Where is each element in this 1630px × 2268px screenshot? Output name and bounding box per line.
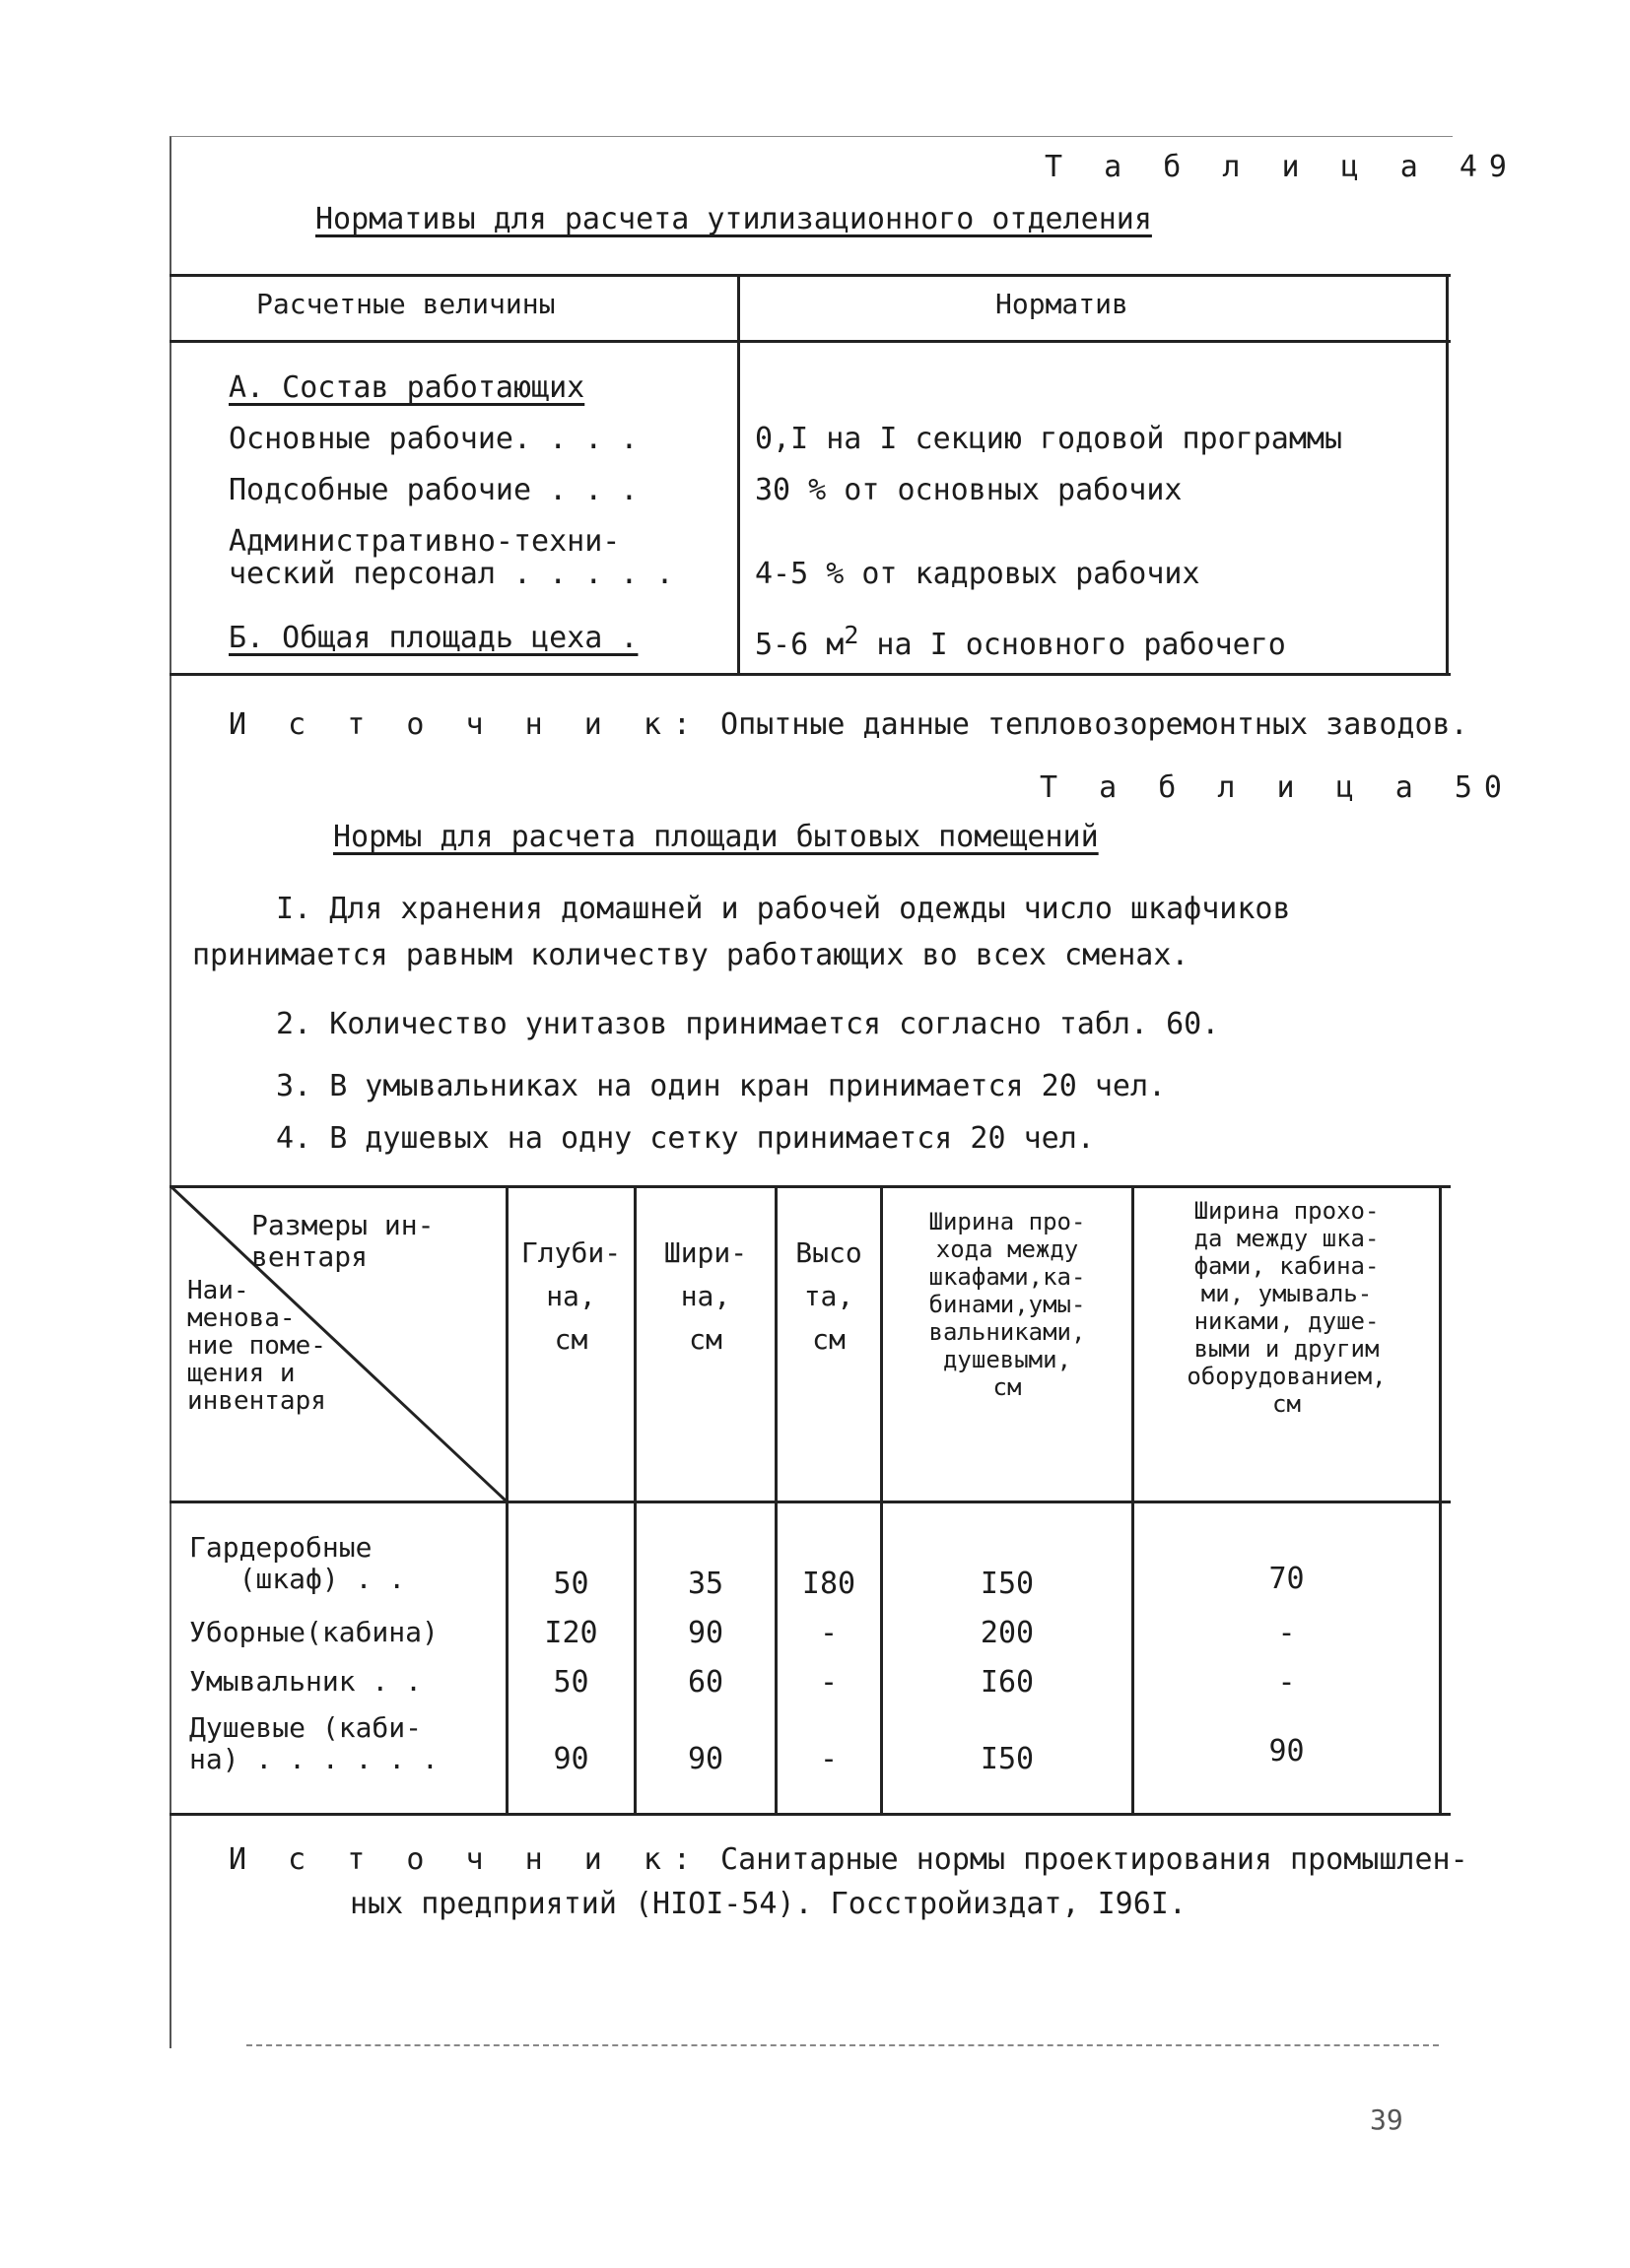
table49-row-area-value: 5-6 $м^2$ на I основного рабочего — [755, 621, 1286, 662]
table50-header-pass-between: Ширина про- хода между шкафами,ка- бинами,умы- вальниками, душевыми, см — [928, 1208, 1086, 1401]
table49-title: Нормативы для расчета утилизационного отделения — [315, 202, 1152, 236]
table50-cell: I80 — [801, 1567, 856, 1601]
table49-row-main-workers-value: 0,I на I секцию годовой программы — [755, 422, 1343, 456]
table50-source: И с т о ч н и к: Санитарные нормы проектирования промышлен- — [229, 1842, 1468, 1877]
table50-item-2: 2. Количество унитазов принимается согласно табл. 60. — [276, 1007, 1220, 1041]
table50-cell: I50 — [980, 1742, 1035, 1776]
table50-header-height: Высо та, см — [795, 1236, 862, 1356]
table50-title: Нормы для расчета площади бытовых помещений — [333, 820, 1099, 854]
table50-item-4: 4. В душевых на одну сетку принимается 20 чел. — [276, 1121, 1095, 1156]
table50-label: Т а б л и ц а 50 — [1040, 770, 1514, 805]
table49-row-admin-name-line2: ческий персонал . . . . . — [229, 557, 674, 591]
table50-cell: I50 — [980, 1567, 1035, 1601]
table50-row-name: Уборные(кабина) — [189, 1616, 439, 1648]
table49-section-b: Б. Общая площадь цеха . — [229, 621, 639, 655]
table49-header-quantities: Расчетные величины — [256, 288, 556, 320]
table50-cell: 50 — [553, 1665, 589, 1700]
table50-cell: 90 — [1268, 1734, 1305, 1768]
table50-corner-top: Размеры ин- вентаря — [251, 1209, 435, 1273]
table50-header-depth: Глуби- на, см — [520, 1236, 622, 1356]
table50-item-3: 3. В умывальниках на один кран принимается 20 чел. — [276, 1069, 1167, 1103]
table50-row-name: Душевые (каби- на) . . . . . . — [189, 1711, 439, 1775]
table50-row-name: Умывальник . . — [189, 1665, 423, 1698]
table50-cell: - — [1277, 1616, 1296, 1650]
table50-cell: 50 — [553, 1567, 589, 1601]
table50-source-line2: ных предприятий (НIОI-54). Госстройиздат, I96I. — [350, 1887, 1187, 1921]
table50-row-name: Гардеробные (шкаф) . . — [189, 1531, 406, 1595]
table50-cell: I20 — [544, 1616, 598, 1650]
table49-row-aux-workers-name: Подсобные рабочие . . . — [229, 473, 639, 507]
table50-corner-bottom: Наи- менова- ние поме- щения и инвентаря — [187, 1276, 326, 1416]
table50-cell: 60 — [687, 1665, 724, 1700]
page-number: 39 — [1370, 2103, 1403, 2136]
table50-cell: - — [1277, 1665, 1296, 1700]
table49-header-norm: Норматив — [995, 288, 1128, 320]
table50-item-1: I. Для хранения домашней и рабочей одежды число шкафчиков — [276, 892, 1291, 926]
table50-header-width: Шири- на, см — [663, 1236, 748, 1356]
table50-cell: I60 — [980, 1665, 1035, 1700]
table49-label: Т а б л и ц а 49 — [1045, 150, 1519, 184]
table50-item-1-cont: принимается равным количеству работающих во всех сменах. — [192, 938, 1189, 972]
table49-row-aux-workers-value: 30 % от основных рабочих — [755, 473, 1183, 507]
table49-row-admin-value: 4-5 % от кадровых рабочих — [755, 557, 1200, 591]
table50-cell: 200 — [980, 1616, 1035, 1650]
table50-cell: 90 — [687, 1616, 724, 1650]
table50-cell: 90 — [687, 1742, 724, 1776]
table50-cell: 70 — [1268, 1562, 1305, 1596]
table50-cell: - — [819, 1742, 839, 1776]
table49-section-a: А. Состав работающих — [229, 370, 585, 405]
table49-row-admin-name-line1: Административно-техни- — [229, 524, 621, 559]
table49-source: И с т о ч н и к: Опытные данные тепловозоремонтных заводов. — [229, 707, 1468, 742]
table50-cell: 90 — [553, 1742, 589, 1776]
bottom-divider — [246, 2044, 1439, 2046]
table50-header-pass-other: Ширина прохо- да между шка- фами, кабина- ми, умываль- никами, душе- выми и другим оборудованием, см — [1187, 1197, 1387, 1418]
table49-row-main-workers-name: Основные рабочие. . . . — [229, 422, 639, 456]
table50-cell: 35 — [687, 1567, 724, 1601]
table50-cell: - — [819, 1616, 839, 1650]
table50-cell: - — [819, 1665, 839, 1700]
